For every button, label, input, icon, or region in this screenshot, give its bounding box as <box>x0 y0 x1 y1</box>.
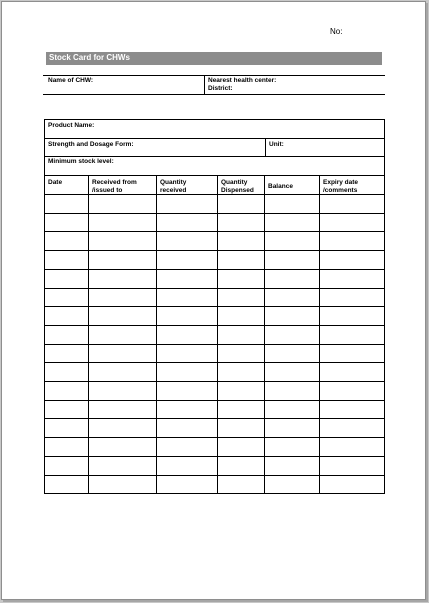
column-header-line: /comments <box>323 187 358 194</box>
strength-dosage-label: Strength and Dosage Form: <box>48 141 134 148</box>
column-header-line: received <box>160 187 187 194</box>
table-row-line <box>44 418 385 419</box>
table-row-line <box>44 344 385 345</box>
card-number-label: No: <box>330 27 343 36</box>
table-row-line <box>44 231 385 232</box>
column-divider <box>319 175 320 494</box>
table-row-line <box>44 269 385 270</box>
column-header-line: /issued to <box>92 187 123 194</box>
column-header-line: Quantity <box>160 179 187 186</box>
strength-row-line <box>44 156 385 157</box>
table-row-line <box>44 288 385 289</box>
unit-label: Unit: <box>269 141 284 148</box>
card-title: Stock Card for CHWs <box>49 53 130 62</box>
column-header-line: Expiry date <box>323 179 359 186</box>
district-label: District: <box>208 85 233 92</box>
product-row-line <box>44 138 385 139</box>
health-center-label: Nearest health center: <box>208 77 277 84</box>
column-divider <box>156 175 157 494</box>
minimum-stock-label: Minimum stock level: <box>48 158 114 165</box>
column-divider <box>217 175 218 494</box>
table-row-line <box>44 213 385 214</box>
unit-divider <box>265 138 266 157</box>
column-header-line: Received from <box>92 179 137 186</box>
chw-name-label: Name of CHW: <box>48 77 94 84</box>
column-divider <box>88 175 89 494</box>
table-row-line <box>44 437 385 438</box>
table-row-line <box>44 250 385 251</box>
table-row-line <box>44 306 385 307</box>
header-row-line <box>44 194 385 195</box>
column-divider <box>264 175 265 494</box>
table-row-line <box>44 475 385 476</box>
table-border-top <box>44 119 385 120</box>
table-row-line <box>44 456 385 457</box>
table-row-line <box>44 325 385 326</box>
product-name-label: Product Name: <box>48 122 95 129</box>
column-header-line: Date <box>48 179 63 186</box>
min-stock-row-line <box>44 175 385 176</box>
table-row-line <box>44 381 385 382</box>
table-row-line <box>44 400 385 401</box>
column-header-line: Quantity <box>221 179 248 186</box>
column-header-line: Balance <box>268 183 293 190</box>
table-row-line <box>44 362 385 363</box>
column-header-line: Dispensed <box>221 187 254 194</box>
table-row-line <box>44 493 385 494</box>
